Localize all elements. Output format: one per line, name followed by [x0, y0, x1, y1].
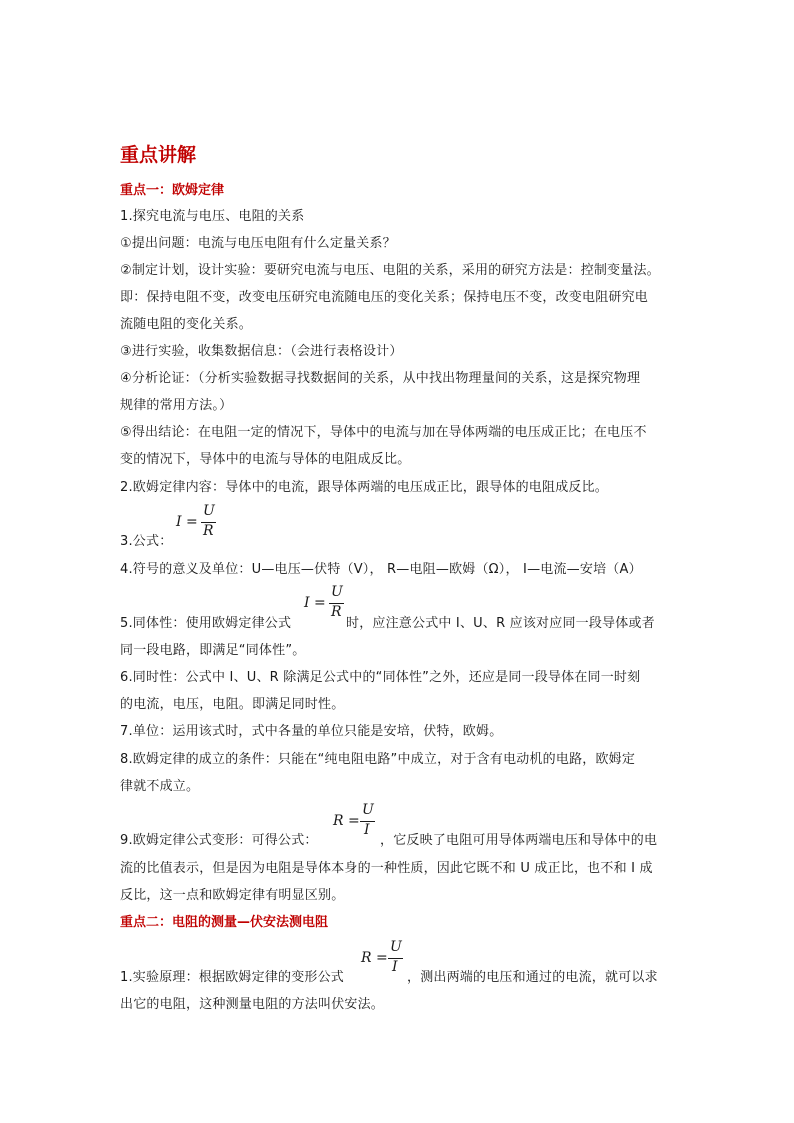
formula-denominator: I	[392, 959, 398, 975]
text-line: 流的比值表示，但是因为电阻是导体本身的一种性质，因此它既不和 U 成正比，也不和 I 成	[120, 861, 653, 876]
text-line: 2.欧姆定律内容：导体中的电流，跟导体两端的电压成正比，跟导体的电阻成反比。	[120, 480, 609, 495]
symbols-line: 4.符号的意义及单位：U—电压—伏特（V）， R—电阻—欧姆（Ω）， I—电流—安培（A）	[120, 562, 642, 577]
text-line: 6.同时性：公式中 I、U、R 除满足公式中的“同体性”之外，还应是同一段导体在同一时刻	[120, 670, 641, 685]
text-line: 出它的电阻，这种测量电阻的方法叫伏安法。	[120, 997, 385, 1012]
text-line: ③进行实验，收集数据信息：（会进行表格设计）	[120, 344, 403, 359]
text-line: ，测出两端的电压和通过的电流，就可以求	[407, 970, 658, 985]
ohms-law-formula	[176, 503, 224, 543]
text-line: 7.单位：运用该式时，式中各量的单位只能是安培，伏特，欧姆。	[120, 724, 503, 739]
page-title: 重点讲解	[120, 144, 197, 166]
section-heading-voltammetry: 重点二：电阻的测量—伏安法测电阻	[120, 915, 329, 930]
text-line: 即：保持电阻不变，改变电压研究电流随电压的变化关系；保持电压不变，改变电阻研究电	[120, 290, 649, 305]
text-line: 变的情况下，导体中的电流与导体的电阻成反比。	[120, 452, 411, 467]
resistance-formula-inline	[361, 939, 407, 979]
text-line: 同一段电路，即满足“同体性”。	[120, 643, 306, 658]
text-line: ，它反映了电阻可用导体两端电压和导体中的电	[380, 833, 658, 848]
text-line: 时，应注意公式中 I、U、R 应该对应同一段导体或者	[346, 616, 655, 631]
formula-numerator: U	[362, 802, 374, 818]
text-line: ④分析论证：（分析实验数据寻找数据间的关系，从中找出物理量间的关系，这是探究物理	[120, 371, 641, 386]
ohms-law-formula-inline	[304, 584, 350, 624]
formula-denominator: I	[364, 822, 370, 838]
formula-numerator: U	[203, 503, 215, 519]
formula-lhs: I =	[176, 514, 198, 530]
text-line: 规律的常用方法。）	[120, 398, 233, 413]
formula-numerator: U	[390, 939, 402, 955]
text-line: ②制定计划，设计实验：要研究电流与电压、电阻的关系，采用的研究方法是：控制变量法。	[120, 263, 660, 278]
formula-denominator: R	[203, 523, 214, 539]
formula-denominator: R	[331, 604, 342, 620]
formula-lhs: I =	[304, 595, 326, 611]
text-line: 的电流，电压，电阻。即满足同时性。	[120, 697, 345, 712]
text-line: 反比，这一点和欧姆定律有明显区别。	[120, 888, 345, 903]
formula-label: 3.公式：	[120, 534, 173, 549]
resistance-formula	[333, 802, 381, 842]
text-line: 8.欧姆定律的成立的条件：只能在“纯电阻电路”中成立，对于含有电动机的电路，欧姆定	[120, 752, 636, 767]
text-line: 9.欧姆定律公式变形：可得公式：	[120, 833, 318, 848]
text-line: ⑤得出结论：在电阻一定的情况下，导体中的电流与加在导体两端的电压成正比；在电压不	[120, 425, 647, 440]
formula-numerator: U	[331, 584, 343, 600]
formula-lhs: R =	[333, 813, 360, 829]
text-line: 1.探究电流与电压、电阻的关系	[120, 209, 305, 224]
text-line: 流随电阻的变化关系。	[120, 317, 253, 332]
section-heading-ohms-law: 重点一：欧姆定律	[120, 183, 225, 198]
text-line: ①提出问题：电流与电压电阻有什么定量关系？	[120, 236, 396, 251]
text-line: 1.实验原理：根据欧姆定律的变形公式	[120, 970, 345, 985]
text-line: 律就不成立。	[120, 779, 200, 794]
text-line: 5.同体性：使用欧姆定律公式	[120, 616, 292, 631]
formula-lhs: R =	[361, 950, 388, 966]
